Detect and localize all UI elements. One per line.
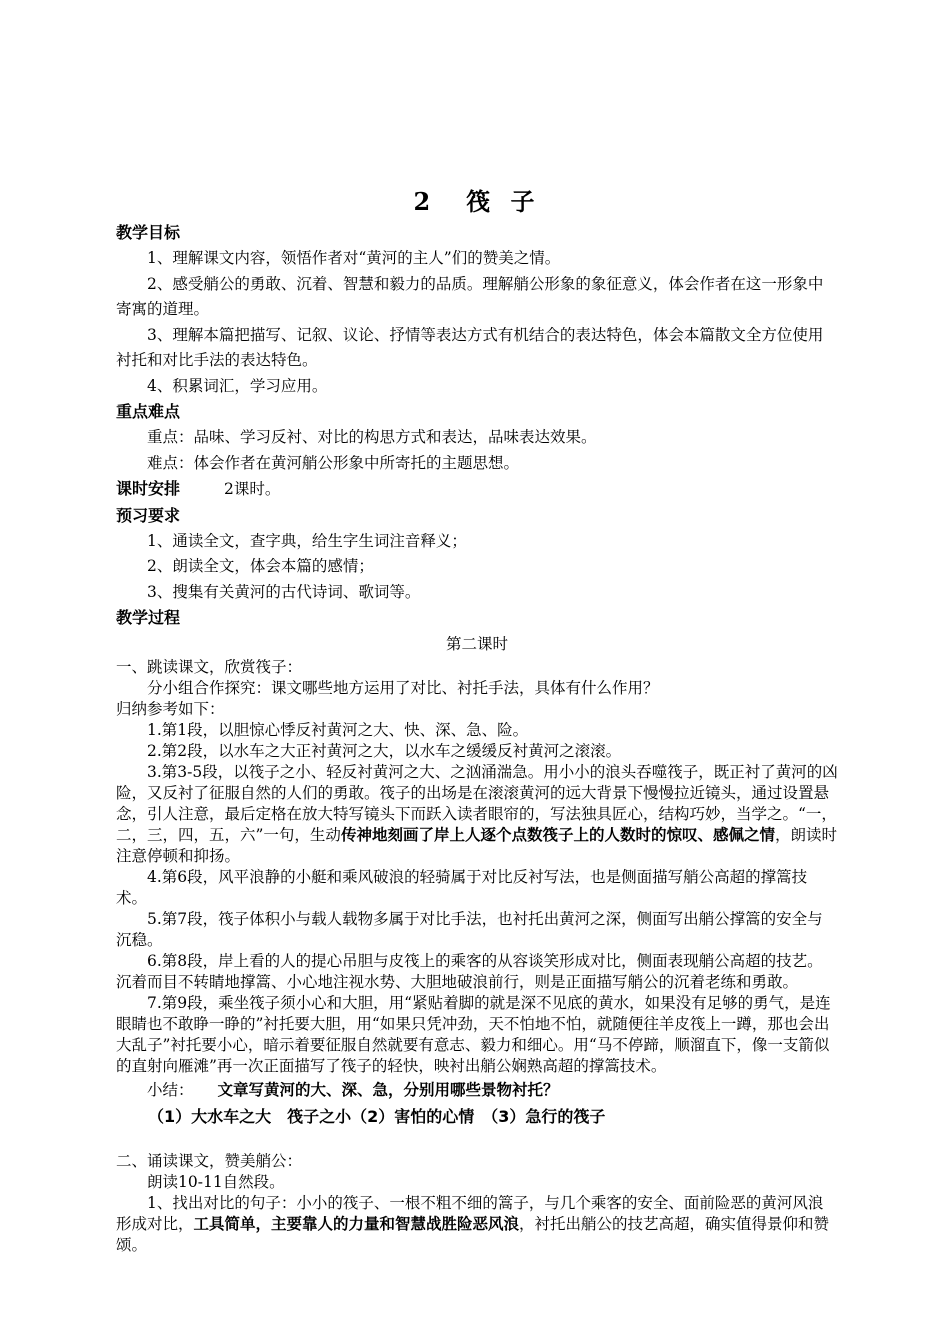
page-title: 2 筏 子 — [413, 187, 541, 216]
summary-line — [116, 1077, 838, 1103]
difficulty-point: 难点：体会作者在黄河艄公形象中所寄托的主题思想。 — [147, 453, 520, 472]
analysis-text: 1、找出对比的句子：小小的筏子、一根不粗不细的篙子，与几个乘客的安全、面前险恶的黄河风浪形成对比， — [116, 1194, 824, 1233]
process-heading: 教学过程 — [116, 608, 181, 627]
summary-answer: （1）大水车之大 筏子之小（2）害怕的心情 （3）急行的筏子 — [148, 1107, 606, 1126]
summary-question: 文章写黄河的大、深、急，分别用哪些景物衬托？ — [217, 1081, 559, 1099]
emphasis-text: 工具简单，主要靠人的力量和智慧战胜险恶风浪 — [193, 1215, 520, 1233]
summary-label: 小结： — [147, 1081, 194, 1099]
objective-item: 2、感受艄公的勇敢、沉着、智慧和毅力的品质。理解艄公形象的象征意义，体会作者在这一形象中寄寓的道理。 — [116, 274, 824, 318]
analysis-text: 3.第3-5段，以筏子之小、轻反衬黄河之大、之汹涌湍急。用小小的浪头吞噬筏子，既正衬了黄河的凶险，又反衬了征服自然的人们的勇敢。筏子的出场是在滚滚黄河的远大背景下慢慢拉近镜头，通过设置悬念，引人注意，最后定格在放大特写镜头下而跃入读者眼帘的，写法独具匠心，结构巧妙，当学之。“一，二，三，四，五，六”一句，生动 — [116, 763, 838, 844]
analysis-paragraph: 7.第9段，乘坐筏子须小心和大胆，用“紧贴着脚的就是深不见底的黄水，如果没有足够的勇气，是连眼睛也不敢睁一睁的”衬托要大胆，用“如果只凭冲劲，天不怕地不怕，就随便往羊皮筏上一蹲，那也会出大乱子”衬托要小心，暗示着要征服自然就要有意志、毅力和细心。用“马不停蹄，顺溜直下，像一支箭似的直射向雁滩”再一次正面描写了筏子的轻快，映衬出艄公娴熟高超的撑篙技术。 — [116, 994, 831, 1075]
preview-item: 1、通读全文，查字典，给生字生词注音释义； — [147, 531, 467, 550]
analysis-paragraph: 5.第7段，筏子体积小与载人载物多属于对比手法，也衬托出黄河之深，侧面写出艄公撑篙的安全与沉稳。 — [116, 910, 823, 949]
analysis-paragraph — [116, 762, 838, 867]
analysis-paragraph: 6.第8段，岸上看的人的提心吊胆与皮筏上的乘客的从容谈笑形成对比，侧面表现艄公高超的技艺。沉着而目不转睛地撑篙、小心地注视水势、大胆地破浪前行，则是正面描写艄公的沉着老练和勇敢。 — [116, 952, 823, 991]
schedule-heading: 课时安排 — [116, 479, 181, 498]
lesson-label: 第二课时 — [445, 635, 508, 653]
analysis-paragraph: 1.第1段，以胆惊心悸反衬黄河之大、快、深、急、险。 — [147, 721, 529, 739]
analysis-paragraph — [116, 1193, 838, 1256]
schedule-line — [116, 476, 838, 503]
emphasis-text: 传神地刻画了岸上人逐个点数筏子上的人数时的惊叹、感佩之情 — [340, 826, 775, 844]
key-points-heading: 重点难点 — [116, 402, 181, 421]
objectives-heading: 教学目标 — [116, 223, 181, 242]
preview-item: 2、朗读全文，体会本篇的感情； — [147, 557, 374, 575]
document-page — [116, 186, 838, 1256]
part1-title: 一、跳读课文，欣赏筏子： — [116, 658, 303, 676]
objective-item: 1、理解课文内容，领悟作者对“黄河的主人”们的赞美之情。 — [147, 249, 561, 267]
part1-intro: 归纳参考如下： — [116, 700, 225, 718]
part2-title: 二、诵读课文，赞美艄公： — [116, 1152, 303, 1170]
analysis-paragraph: 2.第2段，以水车之大正衬黄河之大，以水车之缓缓反衬黄河之滚滚。 — [147, 742, 622, 760]
objective-item: 3、理解本篇把描写、记叙、议论、抒情等表达方式有机结合的表达特色，体会本篇散文全方位使用衬托和对比手法的表达特色。 — [116, 325, 824, 369]
schedule-value: 2课时。 — [224, 480, 281, 498]
analysis-text: ，朗读时注意停顿和抑扬。 — [116, 826, 837, 865]
objective-item: 4、积累词汇，学习应用。 — [147, 376, 328, 395]
analysis-text: ，衬托出艄公的技艺高超，确实值得景仰和赞颂。 — [116, 1215, 830, 1254]
part1-task: 分小组合作探究：课文哪些地方运用了对比、衬托手法，具体有什么作用？ — [147, 679, 659, 697]
focus-point: 重点：品味、学习反衬、对比的构思方式和表达，品味表达效果。 — [147, 428, 597, 446]
preview-item: 3、搜集有关黄河的古代诗词、歌词等。 — [147, 582, 421, 601]
analysis-paragraph: 4.第6段，风平浪静的小艇和乘风破浪的轻骑属于对比反衬写法，也是侧面描写艄公高超的撑篙技术。 — [116, 868, 808, 907]
part2-read: 朗读10-11自然段。 — [147, 1173, 285, 1191]
preview-heading: 预习要求 — [116, 505, 181, 525]
